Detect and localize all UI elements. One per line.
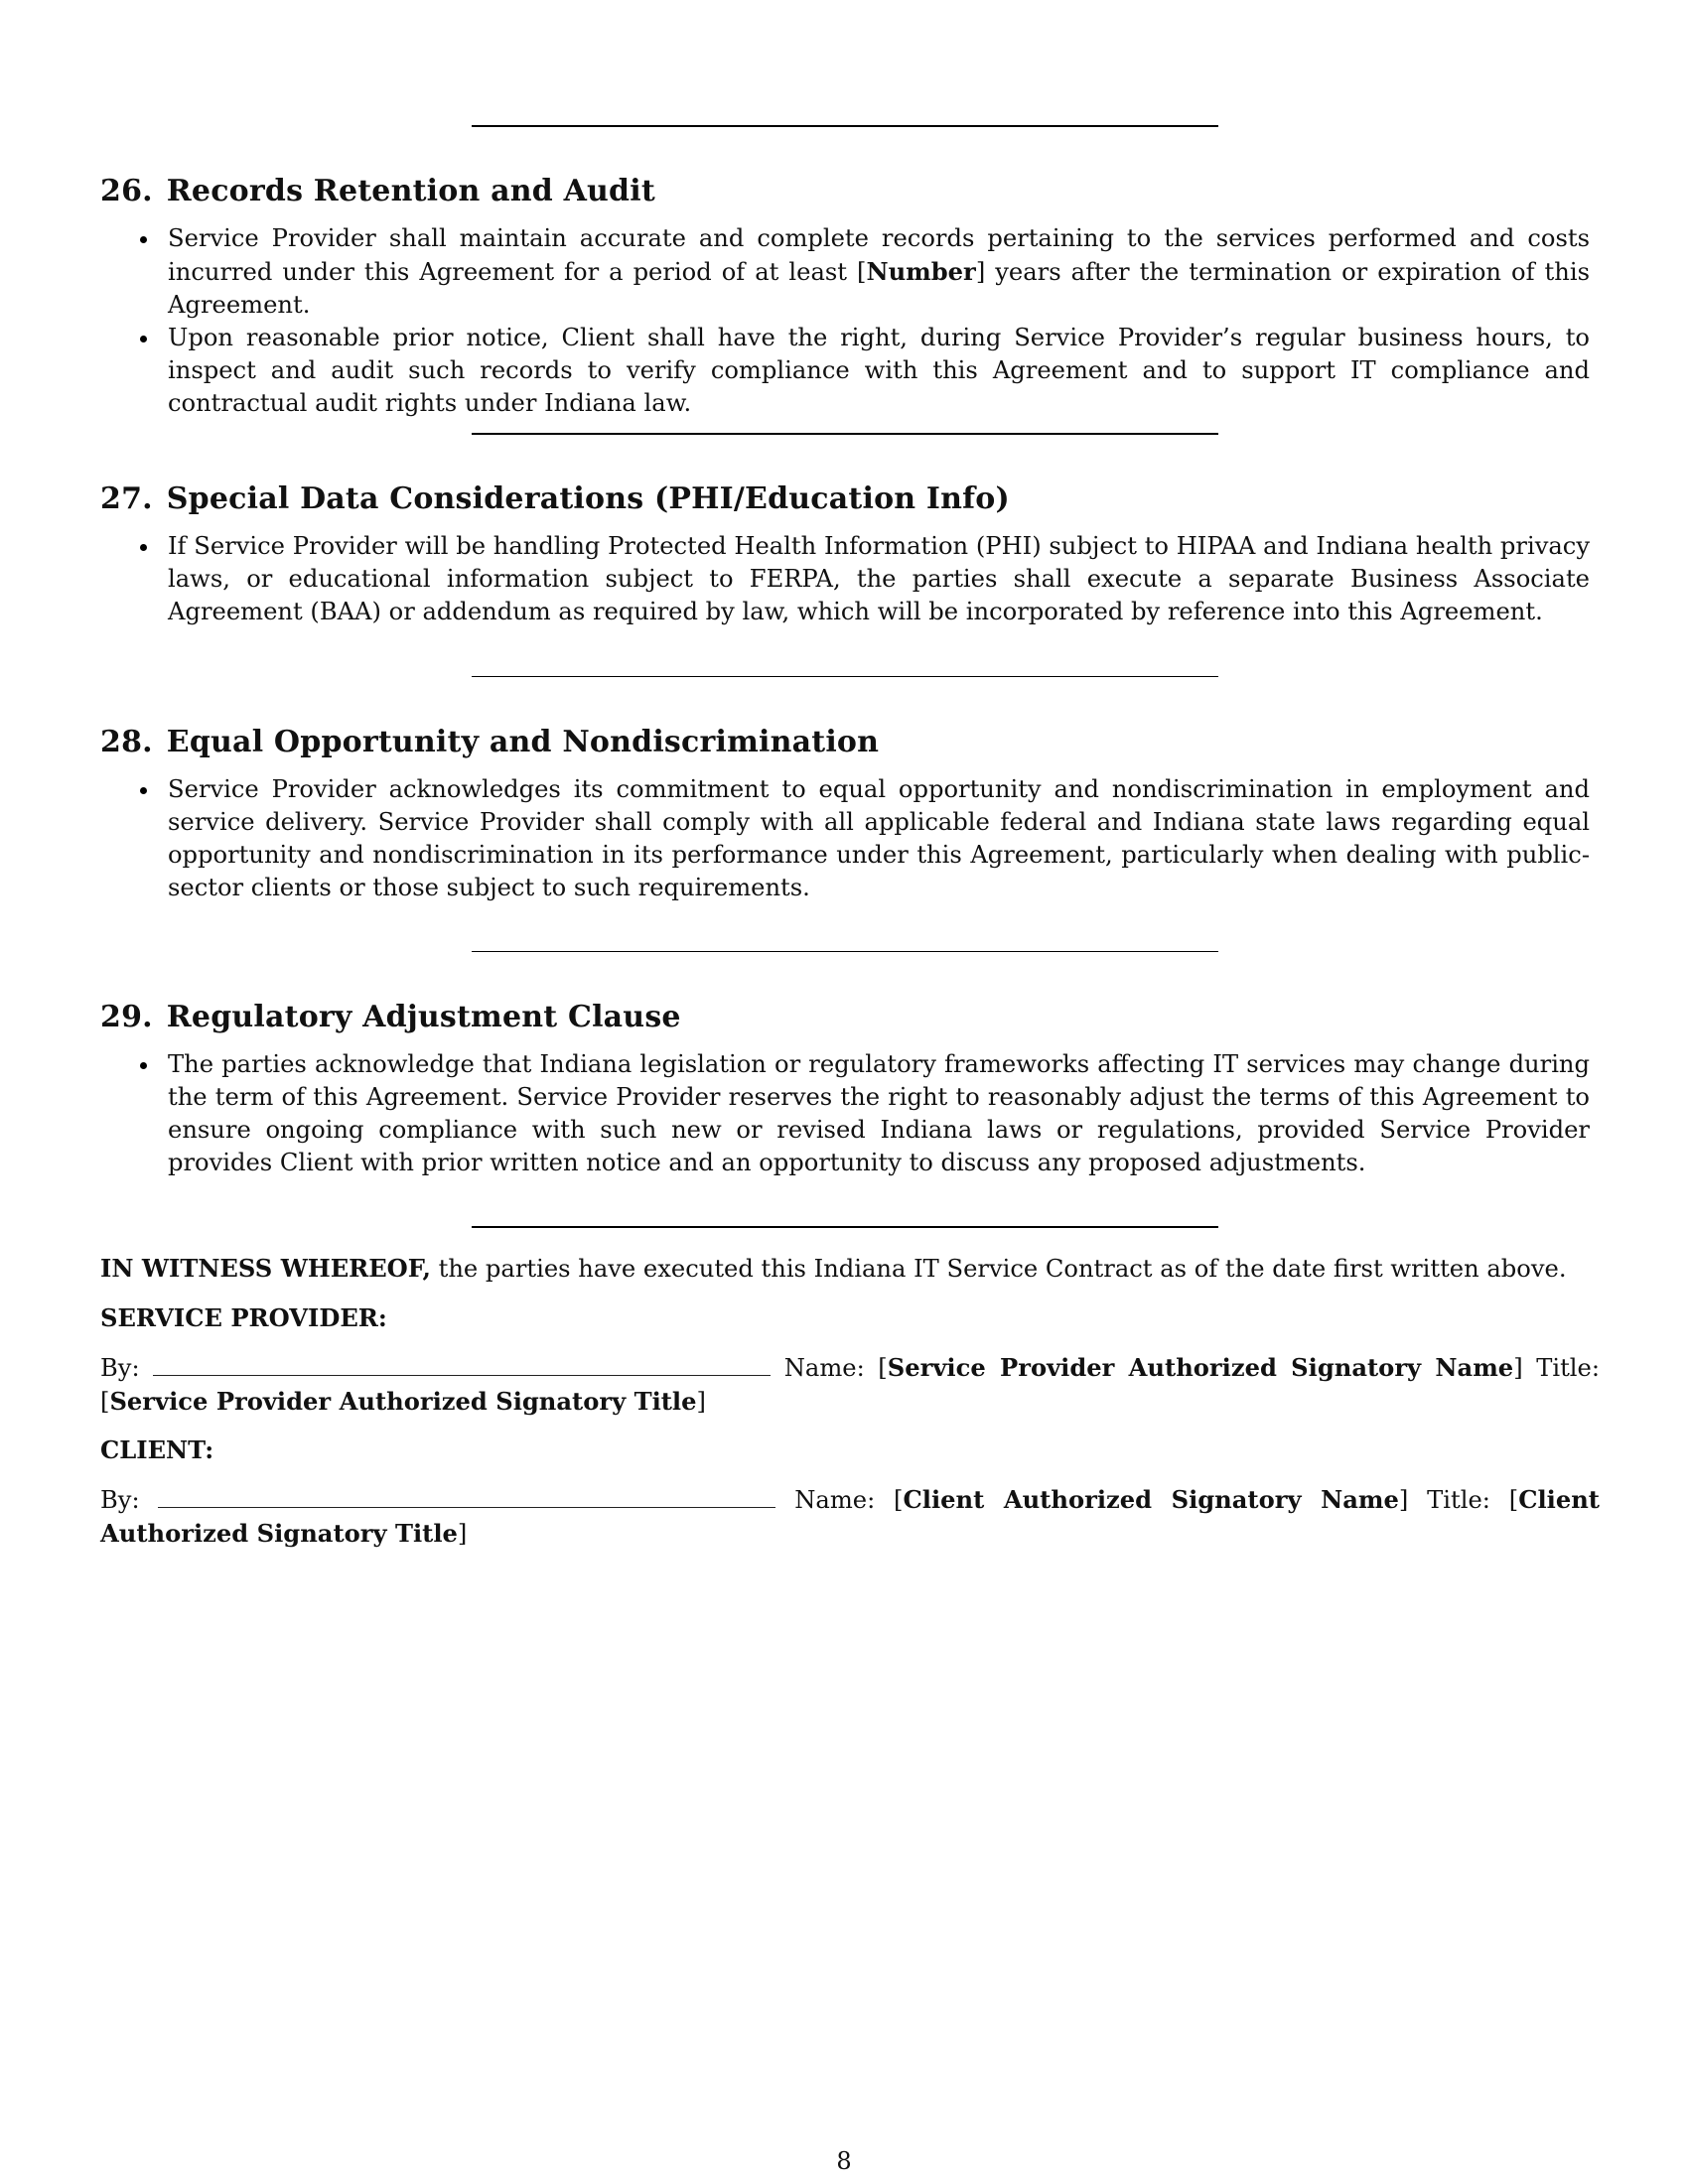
bullet-item: Upon reasonable prior notice, Client shall have the right, during Service Provider’s regular business hours, to inspect and audit such records to verify compliance with this Agreement and to support IT compliance and contractual audit rights under Indiana law. — [100, 322, 1590, 420]
signature-line[interactable] — [153, 1353, 771, 1376]
section-heading — [100, 999, 1590, 1036]
section-heading — [100, 724, 1590, 761]
bullet-item: The parties acknowledge that Indiana legislation or regulatory frameworks affecting IT services may change during the term of this Agreement. Service Provider reserves the right to reasonably adjust the terms of this Agreement to ensure ongoing compliance with such new or revised Indiana laws or regulations, provided Service Provider provides Client with prior written notice and an opportunity to discuss any proposed adjustments. — [100, 1048, 1590, 1179]
bullet-item: Service Provider acknowledges its commitment to equal opportunity and nondiscrimination in employment and service delivery. Service Provider shall comply with all applicable federal and Indiana state laws regarding equal opportunity and nondiscrimination in its performance under this Agreement, particularly when dealing with public-sector clients or those subject to such requirements. — [100, 773, 1590, 904]
witness-paragraph: IN WITNESS WHEREOF, the parties have executed this Indiana IT Service Contract as of the date first written above. — [100, 1254, 1567, 1283]
section-number: 26. — [100, 174, 153, 208]
signatory-title: Client Authorized Signatory Title — [100, 1485, 1600, 1548]
signatory-name: Service Provider Authorized Signatory Name — [887, 1353, 1514, 1382]
section-heading — [100, 480, 1590, 518]
bullet-list — [100, 1048, 1590, 1179]
section-divider — [472, 951, 1218, 952]
section-number: 29. — [100, 1000, 153, 1034]
bullet-list — [100, 530, 1590, 628]
section-title: Equal Opportunity and Nondiscrimination — [166, 725, 880, 759]
section-divider — [472, 433, 1218, 435]
signature-line[interactable] — [158, 1485, 775, 1508]
section-heading — [100, 173, 1590, 210]
section-divider — [472, 1226, 1218, 1228]
document-page — [100, 0, 1600, 2184]
bullet-item: If Service Provider will be handling Protected Health Information (PHI) subject to HIPAA and Indiana health privacy laws, or educational information subject to FERPA, the parties shall execute a separate Business Associate Agreement (BAA) or addendum as required by law, which will be incorporated by reference into this Agreement. — [100, 530, 1590, 628]
client-label: CLIENT: — [100, 1435, 214, 1464]
section-title: Records Retention and Audit — [166, 174, 655, 208]
section-divider — [472, 125, 1218, 127]
signatory-name: Client Authorized Signatory Name — [903, 1485, 1399, 1514]
section-divider — [472, 676, 1218, 677]
section-number: 27. — [100, 481, 153, 516]
section-title: Regulatory Adjustment Clause — [166, 1000, 681, 1034]
signatory-title: Service Provider Authorized Signatory Title — [109, 1387, 697, 1416]
service-provider-signature-block: By: Name: [Service Provider Authorized Signatory Name] Title: [Service Provider Authorized Signatory Title] — [100, 1353, 1600, 1416]
section-number: 28. — [100, 725, 153, 759]
section-title: Special Data Considerations (PHI/Education Info) — [166, 481, 1010, 516]
section-29 — [100, 999, 1590, 1179]
placeholder-number: Number — [866, 257, 976, 286]
client-signature-block: By: Name: [Client Authorized Signatory Name] Title: [Client Authorized Signatory Title] — [100, 1485, 1600, 1548]
bullet-item: Service Provider shall maintain accurate and complete records pertaining to the services performed and costs incurred under this Agreement for a period of at least [Number] years after the termination or expiration of this Agreement. — [100, 222, 1590, 322]
section-28 — [100, 724, 1590, 904]
section-26 — [100, 173, 1590, 420]
bullet-list — [100, 773, 1590, 904]
service-provider-label: SERVICE PROVIDER: — [100, 1303, 387, 1332]
page-number: 8 — [836, 2147, 852, 2175]
witness-lead: IN WITNESS WHEREOF, — [100, 1254, 431, 1283]
bullet-list — [100, 222, 1590, 420]
section-27 — [100, 480, 1590, 628]
